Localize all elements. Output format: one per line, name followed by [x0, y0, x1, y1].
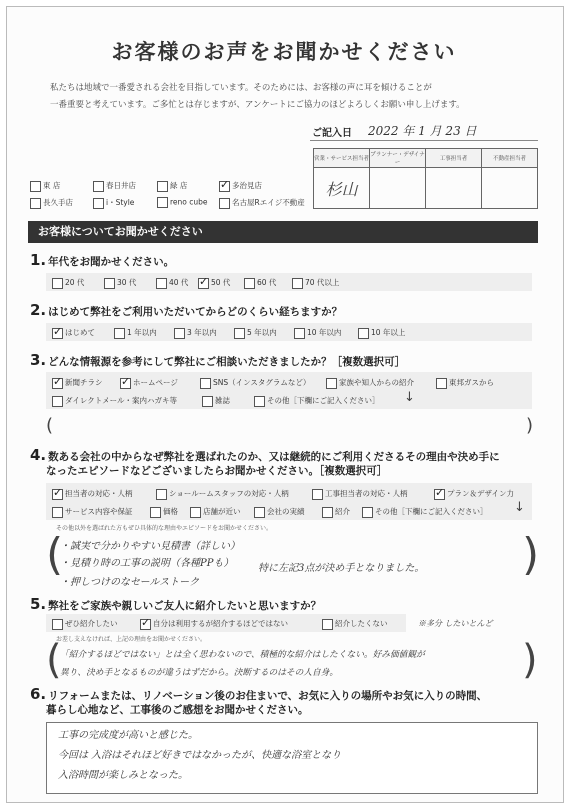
store-option-istyle[interactable]	[93, 197, 134, 209]
q4-option-other[interactable]	[362, 506, 488, 518]
q3-option-newspaper[interactable]	[52, 377, 103, 389]
checkbox[interactable]	[157, 197, 168, 208]
q4-option-record[interactable]	[254, 506, 305, 518]
option-label: 60 代	[257, 278, 277, 287]
checkbox[interactable]	[30, 181, 41, 192]
store-option-nagakute[interactable]	[30, 197, 73, 209]
q4-note: その他以外を選ばれた方もぜひ具体的な理由やエピソードをお聞かせください。	[56, 525, 273, 532]
checkbox[interactable]	[312, 489, 323, 500]
option-label: 5 年以内	[247, 328, 277, 337]
q2-number: 2.	[30, 301, 47, 319]
checkbox-checked[interactable]	[434, 489, 445, 500]
q4-handwritten-2: ・見積り時の工事の説明（各種PPも）	[60, 558, 234, 569]
bracket-left-icon: (	[46, 637, 62, 683]
checkbox[interactable]	[156, 489, 167, 500]
store-label: 名古屋Rエイジ不動産	[232, 198, 305, 207]
q3-option-referral[interactable]	[326, 377, 414, 389]
store-label: 多治見店	[232, 181, 262, 190]
option-label: 新聞チラシ	[65, 378, 103, 387]
q2-text: はじめて弊社をご利用いただいてからどのくらい経ちますか？	[48, 306, 343, 318]
q5-note: お差し支えなければ、上記の理由をお聞かせください。	[56, 636, 207, 643]
q6-handwritten-1: 工事の完成度が高いと感じた。	[58, 730, 198, 741]
checkbox[interactable]	[322, 619, 333, 630]
q6-handwritten-3: 入浴時間が楽しみとなった。	[58, 770, 188, 781]
q3-option-tohogas[interactable]	[436, 377, 494, 389]
option-label: 自分は利用するが紹介するほどではない	[153, 619, 288, 628]
q1-heading	[30, 252, 174, 270]
checkbox[interactable]	[326, 378, 337, 389]
option-label: 家族や知人からの紹介	[339, 378, 414, 387]
option-label: 価格	[163, 507, 178, 516]
q5-number: 5.	[30, 595, 47, 613]
bracket-left-icon: (	[46, 529, 64, 580]
q6-text-line1: リフォームまたは、リノベーション後のお住まいで、お気に入りの場所やお気に入りの時間、	[48, 690, 488, 702]
q5-handwritten-1: 「紹介するほどではない」とは全く思わないので、積極的な紹介はしたくない。好み価値観が	[60, 650, 425, 660]
staff-value-sales[interactable]: 杉山	[314, 168, 370, 209]
arrow-down-icon: ↓	[514, 500, 525, 515]
checkbox[interactable]	[436, 378, 447, 389]
q2-option-first[interactable]	[52, 327, 95, 339]
checkbox-checked[interactable]	[52, 328, 63, 339]
option-label: 担当者の対応・人柄	[65, 489, 133, 498]
checkbox[interactable]	[200, 378, 211, 389]
checkbox[interactable]	[254, 396, 265, 407]
q3-option-other[interactable]	[254, 395, 380, 407]
checkbox[interactable]	[104, 278, 115, 289]
staff-value-construction[interactable]	[426, 168, 482, 209]
staff-header-construction: 工事担当者	[426, 149, 482, 168]
q4-option-showroom[interactable]	[156, 488, 289, 500]
checkbox[interactable]	[358, 328, 369, 339]
option-label: 10 年以上	[371, 328, 406, 337]
option-label: 雑誌	[215, 396, 230, 405]
q2-option-10yplus[interactable]	[358, 327, 405, 339]
option-label: 会社の実績	[267, 507, 305, 516]
checkbox[interactable]	[93, 181, 104, 192]
checkbox-checked[interactable]	[198, 278, 209, 289]
option-label: 40 代	[169, 278, 189, 287]
q5-heading	[30, 596, 321, 614]
option-label: ダイレクトメール・案内ハガキ等	[65, 396, 177, 405]
checkbox[interactable]	[150, 507, 161, 518]
option-label: 20 代	[65, 278, 85, 287]
option-label: 10 年以内	[307, 328, 342, 337]
q4-handwritten-1: ・誠実で分かりやすい見積書（詳しい）	[60, 541, 240, 552]
option-label: 工事担当者の対応・人柄	[325, 489, 408, 498]
q3-option-sns[interactable]	[200, 377, 310, 389]
checkbox[interactable]	[114, 328, 125, 339]
checkbox[interactable]	[190, 507, 201, 518]
q2-option-3y[interactable]	[174, 327, 217, 339]
checkbox[interactable]	[322, 507, 333, 518]
bracket-right-icon: )	[522, 637, 538, 683]
option-label: ホームページ	[133, 378, 178, 387]
staff-header-sales: 営業・サービス担当者	[314, 149, 370, 168]
q1-option-60s[interactable]	[244, 277, 276, 289]
option-label: 3 年以内	[187, 328, 217, 337]
q1-option-20s[interactable]	[52, 277, 84, 289]
q6-text-line2: 暮らし心地など、工事後のご感想をお聞かせください。	[46, 704, 309, 716]
q3-heading	[30, 352, 405, 370]
q3-option-homepage[interactable]	[120, 377, 178, 389]
store-option-renocube[interactable]	[157, 197, 208, 208]
option-label: 紹介したくない	[335, 619, 388, 628]
q5-margin-note: ※多分 したいとんど	[418, 619, 493, 628]
option-label: ショールームスタッフの対応・人柄	[169, 489, 289, 498]
q4-text-line1: 数ある会社の中からなぜ弊社を選ばれたのか、又は継続的にご利用くださるその理由や決め手に	[48, 451, 500, 463]
option-label: 紹介	[335, 507, 350, 516]
store-option-kasugai[interactable]	[93, 180, 136, 192]
checkbox[interactable]	[244, 278, 255, 289]
q1-text: 年代をお聞かせください。	[48, 256, 175, 268]
store-label: 緑 店	[170, 181, 188, 190]
store-option-nagoya[interactable]	[219, 197, 305, 209]
option-label: SNS（インスタグラムなど）	[213, 378, 311, 387]
checkbox-checked[interactable]	[219, 181, 230, 192]
staff-table	[313, 148, 538, 209]
q1-option-30s[interactable]	[104, 277, 136, 289]
q4-option-price[interactable]	[150, 506, 178, 518]
staff-header-planner: プランナー・デザイナー	[370, 149, 426, 168]
intro-line-2: 一番重要と考えています。ご多忙とは存じますが、アンケートにご協力のほどよろしくお願い申し上げます。	[50, 100, 465, 110]
bracket-right-icon: )	[526, 415, 534, 436]
checkbox[interactable]	[219, 198, 230, 209]
q4-option-staff[interactable]	[52, 488, 133, 500]
q4-option-service[interactable]	[52, 506, 133, 518]
checkbox[interactable]	[174, 328, 185, 339]
staff-value-planner[interactable]	[370, 168, 426, 209]
q1-option-40s[interactable]	[156, 277, 188, 289]
staff-header-realestate: 不動産担当者	[482, 149, 538, 168]
store-label: i・Style	[106, 198, 135, 207]
checkbox[interactable]	[254, 507, 265, 518]
checkbox[interactable]	[157, 181, 168, 192]
date-underline	[310, 140, 538, 141]
checkbox[interactable]	[156, 278, 167, 289]
q2-option-1y[interactable]	[114, 327, 157, 339]
q1-option-50s[interactable]	[198, 277, 230, 289]
option-label: 店舗が近い	[203, 507, 241, 516]
store-label: reno cube	[170, 197, 208, 207]
checkbox[interactable]	[93, 198, 104, 209]
q5-option-yes[interactable]	[52, 618, 118, 630]
checkbox-checked[interactable]	[120, 378, 131, 389]
checkbox[interactable]	[52, 507, 63, 518]
checkbox[interactable]	[30, 198, 41, 209]
arrow-down-icon: ↓	[404, 390, 415, 405]
q2-option-5y[interactable]	[234, 327, 277, 339]
checkbox-checked[interactable]	[140, 619, 151, 630]
option-label: 50 代	[211, 278, 231, 287]
store-option-tajimi[interactable]	[219, 180, 262, 192]
q4-option-near[interactable]	[190, 506, 241, 518]
q3-number: 3.	[30, 351, 47, 369]
option-label: サービス内容や保証	[65, 507, 133, 516]
option-label: 30 代	[117, 278, 137, 287]
store-option-midori[interactable]	[157, 180, 187, 192]
q5-handwritten-2: 異り、決め手となるものが違うはずだから。決断するのはその人自身。	[60, 668, 338, 678]
q2-heading	[30, 302, 342, 320]
q4-handwritten-3: ・押しつけのなセールストーク	[60, 577, 200, 588]
option-label: ぜひ紹介したい	[65, 619, 118, 628]
q4-text-line2: なったエピソードなどございましたらお聞かせください。［複数選択可］	[46, 465, 388, 477]
checkbox[interactable]	[52, 396, 63, 407]
bracket-left-icon: (	[46, 415, 54, 436]
q6-handwritten-2: 今回は 入浴はそれほど好きではなかったが、快適な浴室となり	[58, 750, 342, 761]
q6-number: 6.	[30, 685, 47, 703]
store-label: 東 店	[43, 181, 61, 190]
checkbox[interactable]	[234, 328, 245, 339]
checkbox[interactable]	[202, 396, 213, 407]
q4-option-referral[interactable]	[322, 506, 350, 518]
q3-option-dm[interactable]	[52, 395, 177, 407]
section-header: お客様についてお聞かせください	[28, 221, 538, 243]
q4-handwritten-4: 特に左記3点が決め手となりました。	[258, 563, 425, 574]
date-value[interactable]: 2022 年 1 月 23 日	[368, 124, 477, 138]
checkbox[interactable]	[294, 328, 305, 339]
store-label: 春日井店	[106, 181, 136, 190]
checkbox[interactable]	[292, 278, 303, 289]
option-label: その他［下欄にご記入ください］	[267, 396, 380, 405]
q5-text: 弊社をご家族や親しいご友人に紹介したいと思いますか？	[48, 600, 322, 612]
page-title: お客様のお声をお聞かせください	[111, 40, 457, 64]
q4-option-design[interactable]	[434, 488, 514, 500]
intro-text	[50, 80, 530, 114]
q5-option-use-only[interactable]	[140, 618, 288, 630]
store-option-higashi[interactable]	[30, 180, 60, 192]
store-label: 長久手店	[43, 198, 73, 207]
option-label: はじめて	[65, 328, 95, 337]
intro-line-1: 私たちは地域で一番愛される会社を目指しています。そのためには、お客様の声に耳を傾けることが	[50, 83, 432, 93]
checkbox-checked[interactable]	[52, 378, 63, 389]
checkbox[interactable]	[52, 278, 63, 289]
checkbox[interactable]	[362, 507, 373, 518]
option-label: 東邦ガスから	[449, 378, 494, 387]
checkbox-checked[interactable]	[52, 489, 63, 500]
q4-number: 4.	[30, 446, 47, 464]
option-label: 70 代以上	[305, 278, 340, 287]
option-label: 1 年以内	[127, 328, 157, 337]
option-label: その他［下欄にご記入ください］	[375, 507, 488, 516]
q1-number: 1.	[30, 251, 47, 269]
checkbox[interactable]	[52, 619, 63, 630]
q3-option-magazine[interactable]	[202, 395, 230, 407]
option-label: プラン＆デザイン力	[447, 489, 514, 498]
q3-text: どんな情報源を参考にして弊社にご相談いただきましたか？［複数選択可］	[48, 356, 406, 368]
q1-option-70plus[interactable]	[292, 277, 339, 289]
date-label: ご記入日	[312, 128, 352, 139]
q2-option-10y[interactable]	[294, 327, 341, 339]
q5-option-no[interactable]	[322, 618, 388, 630]
bracket-right-icon: )	[522, 529, 540, 580]
q4-option-construction[interactable]	[312, 488, 408, 500]
staff-value-realestate[interactable]	[482, 168, 538, 209]
